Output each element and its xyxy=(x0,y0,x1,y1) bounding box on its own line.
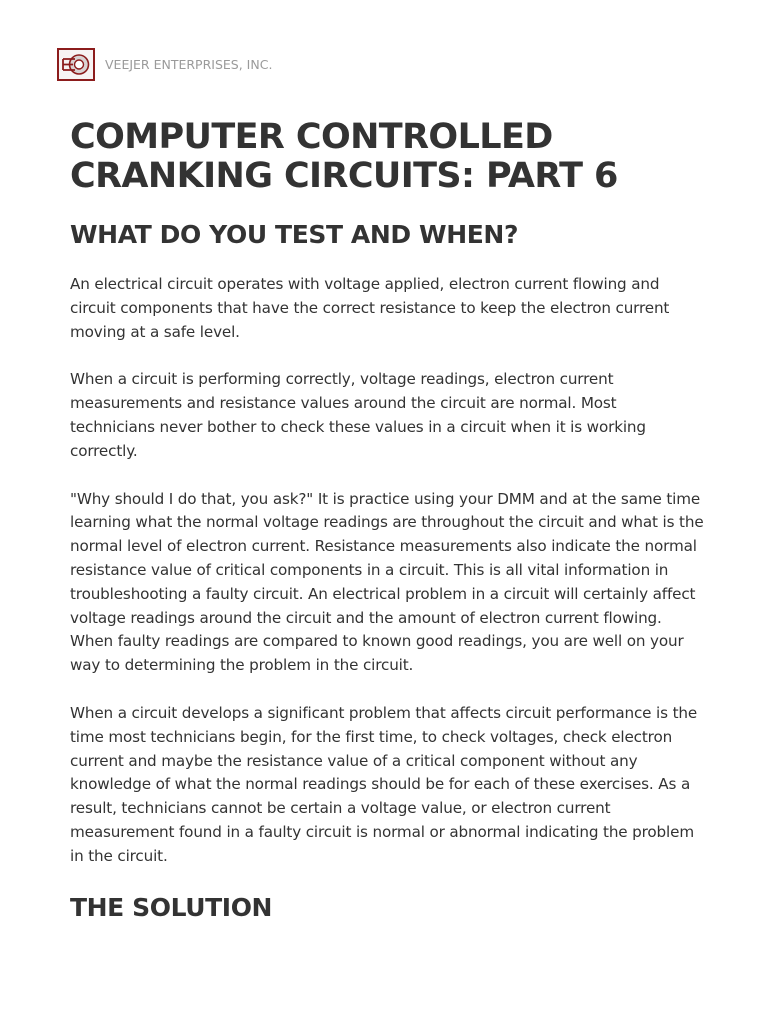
article-title: COMPUTER CONTROLLED CRANKING CIRCUITS: PART 6 xyxy=(70,117,618,196)
article-body xyxy=(70,118,706,923)
company-name: VEEJER ENTERPRISES, INC. xyxy=(105,57,273,72)
paragraph: When a circuit is performing correctly, voltage readings, electron current measurements and resistance values around the circuit are normal. Most technicians never bother to check these values in a circuit when it is working correctly. xyxy=(70,370,646,460)
paragraph: When a circuit develops a significant problem that affects circuit performance is the time most technicians begin, for the first time, to check voltages, check electron current and maybe the resistance value of a critical component without any knowledge of what the normal readings should be for each of these exercises. As a result, technicians cannot be certain a voltage value, or electron current measurement found in a faulty circuit is normal or abnormal indicating the problem in the circuit. xyxy=(70,703,698,865)
article-subtitle: WHAT DO YOU TEST AND WHEN? xyxy=(70,220,519,249)
page-header xyxy=(57,48,272,81)
paragraph: "Why should I do that, you ask?" It is practice using your DMM and at the same time learning what the normal voltage readings are throughout the circuit and what is the normal level of electron current. Resistance measurements also indicate the normal resistance value of critical components in a circuit. This is all vital information in troubleshooting a faulty circuit. An electrical problem in a circuit will certainly affect voltage readings around the circuit and the amount of electron current flowing. When faulty readings are compared to known good readings, you are well on your way to determining the problem in the circuit. xyxy=(70,489,704,675)
paragraph: An electrical circuit operates with voltage applied, electron current flowing and circuit components that have the correct resistance to keep the electron current moving at a safe level. xyxy=(70,275,670,341)
veejer-logo-icon xyxy=(57,48,95,81)
section-heading: THE SOLUTION xyxy=(70,892,273,922)
